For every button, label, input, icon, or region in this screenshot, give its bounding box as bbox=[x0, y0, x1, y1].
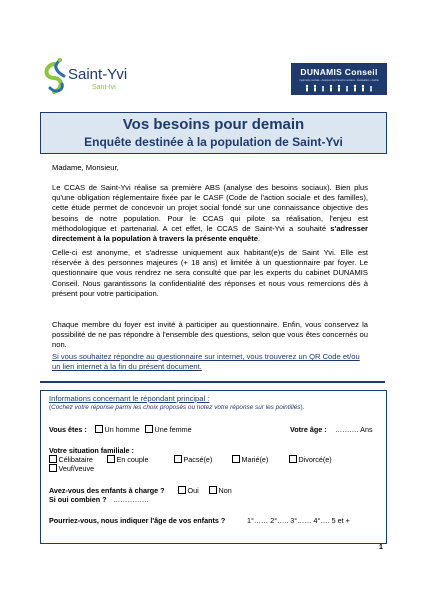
family-status-option-label: Divorcé(e) bbox=[298, 455, 332, 464]
saint-yvi-logo-name: Saint-Yvi bbox=[68, 66, 128, 83]
checkbox-icon[interactable] bbox=[95, 425, 103, 433]
family-status-option-label: En couple bbox=[116, 455, 149, 464]
paragraph-intro-text: Le CCAS de Saint-Yvi réalise sa première ABS (analyse des besoins sociaux). Bien plus qu'une obligation réglementaire fixée par le CASF (Code de l'action sociale et des familles), cette étude permet de concevoir un projet social fondé sur une connaissance objective des besoins de notre population. Pour le CCAS qui pilote sa réalisation, l'enjeu est méthodologique et partenarial. A cet effet, le CCAS de Saint-Yvi a souhaité bbox=[52, 183, 368, 233]
family-status-option-label: Pacsé(e) bbox=[183, 455, 213, 464]
page-number: 1 bbox=[379, 544, 383, 551]
family-status-option[interactable] bbox=[174, 455, 212, 464]
family-status-option-label: Veuf/veuve bbox=[58, 464, 95, 473]
checkbox-icon[interactable] bbox=[209, 486, 217, 494]
family-status-label: Votre situation familiale : bbox=[49, 446, 134, 455]
dunamis-logo-name: DUNAMIS Conseil bbox=[300, 67, 378, 77]
page-title: Vos besoins pour demain bbox=[122, 116, 305, 133]
family-status-option[interactable] bbox=[49, 455, 93, 464]
title-box bbox=[40, 112, 387, 154]
paragraph-participation: Chaque membre du foyer est invité à participer au questionnaire. Enfin, vous conservez la possibilité de ne pas répondre à l'ensemble des questions, selon que vous êtes concernés ou non. bbox=[52, 320, 368, 350]
saint-yvi-logo bbox=[40, 54, 150, 106]
form-instructions-text: Cochez votre réponse parmi les choix proposés ou notez votre réponse sur les pointillés bbox=[51, 404, 301, 411]
qr-code-note-link[interactable]: Si vous souhaitez répondre au questionnaire sur internet, vous trouverez un QR Code et/ou un lien internet à la fin du présent document. bbox=[52, 352, 360, 372]
respondent-form bbox=[40, 390, 387, 544]
form-instructions: (Cochez votre réponse parmi les choix proposés ou notez votre réponse sur les pointillés). bbox=[49, 404, 305, 411]
family-status-option[interactable] bbox=[107, 455, 148, 464]
children-count-label: Si oui combien ? bbox=[49, 495, 107, 504]
checkbox-icon[interactable] bbox=[232, 455, 240, 463]
gender-label: Vous êtes : bbox=[49, 425, 87, 434]
gender-option-label: Une femme bbox=[154, 425, 192, 434]
checkbox-icon[interactable] bbox=[178, 486, 186, 494]
age-label: Votre âge : bbox=[290, 425, 327, 434]
age-field[interactable]: ………. Ans bbox=[335, 425, 373, 434]
checkbox-icon[interactable] bbox=[49, 464, 57, 472]
children-label: Avez-vous des enfants à charge ? bbox=[49, 486, 165, 495]
divider bbox=[40, 381, 385, 383]
dunamis-logo-tagline: Ingénierie sociale - Analyse des besoins sociaux - Évaluation - Audits bbox=[299, 79, 379, 82]
checkbox-icon[interactable] bbox=[107, 455, 115, 463]
dunamis-conseil-logo bbox=[291, 63, 387, 95]
gender-option-femme[interactable] bbox=[145, 425, 192, 434]
page-subtitle: Enquête destinée à la population de Saint-Yvi bbox=[84, 135, 343, 149]
form-heading-text: Informations concernant le répondant principal bbox=[49, 394, 206, 403]
checkbox-icon[interactable] bbox=[174, 455, 182, 463]
paragraph-intro bbox=[52, 183, 368, 244]
children-option-oui[interactable] bbox=[178, 486, 199, 495]
family-status-option[interactable] bbox=[49, 464, 94, 473]
family-status-option[interactable] bbox=[232, 455, 268, 464]
family-status-option[interactable] bbox=[289, 455, 332, 464]
greeting: Madame, Monsieur, bbox=[52, 163, 119, 172]
gender-option-label: Un homme bbox=[104, 425, 140, 434]
children-option-non[interactable] bbox=[209, 486, 232, 495]
form-heading-colon: : bbox=[205, 394, 210, 403]
children-option-label: Oui bbox=[187, 486, 199, 495]
paragraph-intro-end: . bbox=[257, 234, 261, 244]
checkbox-icon[interactable] bbox=[145, 425, 153, 433]
family-status-option-label: Marié(e) bbox=[241, 455, 269, 464]
family-status-option-label: Célibataire bbox=[58, 455, 93, 464]
children-ages-label: Pourriez-vous, nous indiquer l'âge de vos enfants ? bbox=[49, 516, 226, 525]
children-option-label: Non bbox=[218, 486, 232, 495]
paragraph-anonymity: Celle-ci est anonyme, et s'adresse uniquement aux habitant(e)s de Saint Yvi. Elle est réservée à des personnes majeures (+ 18 ans) et limitée à un questionnaire par foyer. Le questionnaire que vous rendrez ne sera consulté que par les experts du cabinet DUNAMIS Conseil. Nous garantissons la confidentialité des réponses et nous vous remercions dès à présent pour votre participation. bbox=[52, 248, 368, 298]
people-icon bbox=[303, 84, 375, 92]
saint-yvi-logo-sub: Sant-Ivi bbox=[92, 84, 116, 91]
checkbox-icon[interactable] bbox=[289, 455, 297, 463]
children-count-field[interactable]: …………… bbox=[113, 495, 149, 504]
checkbox-icon[interactable] bbox=[49, 455, 57, 463]
gender-option-homme[interactable] bbox=[95, 425, 140, 434]
paragraph-intro-emphasis: s'adresser directement à la population à travers la présente enquête bbox=[52, 223, 368, 244]
children-ages-field[interactable]: 1°…… 2°….. 3°…… 4°…. 5 et + bbox=[247, 516, 350, 525]
form-heading bbox=[49, 394, 209, 403]
